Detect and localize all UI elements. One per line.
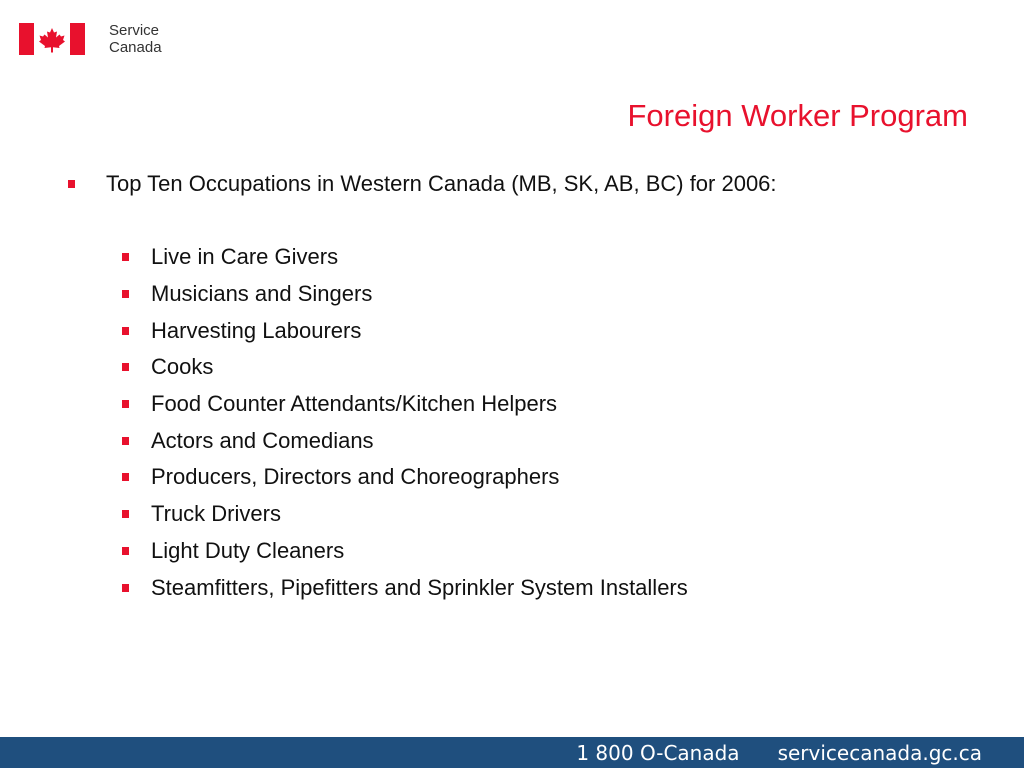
list-item (122, 569, 688, 606)
intro-bullet (68, 171, 777, 197)
list-item (122, 349, 688, 386)
occupation-label: Actors and Comedians (151, 427, 374, 453)
bullet-square-icon (122, 363, 129, 371)
bullet-square-icon (122, 290, 129, 298)
logo-line-service: Service (109, 22, 160, 39)
logo-line-canada: Canada (109, 39, 162, 56)
bullet-square-icon (122, 510, 129, 518)
list-item (122, 459, 688, 496)
occupation-list (122, 239, 688, 606)
canada-flag-icon (19, 23, 85, 55)
bullet-square-icon (122, 473, 129, 481)
bullet-square-icon (122, 253, 129, 261)
service-canada-logo (19, 22, 162, 56)
bullet-square-icon (122, 584, 129, 592)
occupation-label: Food Counter Attendants/Kitchen Helpers (151, 391, 558, 417)
list-item (122, 386, 688, 423)
occupation-label: Producers, Directors and Choreographers (151, 464, 560, 490)
list-item (122, 276, 688, 313)
occupation-label: Light Duty Cleaners (151, 537, 345, 563)
occupation-label: Cooks (151, 354, 214, 380)
occupation-label: Steamfitters, Pipefitters and Sprinkler System Installers (151, 574, 688, 600)
bullet-square-icon (68, 180, 75, 188)
footer-bar (0, 737, 1024, 768)
list-item (122, 496, 688, 533)
bullet-square-icon (122, 400, 129, 408)
list-item (122, 422, 688, 459)
list-item (122, 533, 688, 570)
intro-text: Top Ten Occupations in Western Canada (MB, SK, AB, BC) for 2006: (106, 171, 777, 196)
bullet-square-icon (122, 437, 129, 445)
occupation-label: Harvesting Labourers (151, 317, 362, 343)
occupation-label: Truck Drivers (151, 501, 281, 527)
footer-website: servicecanada.gc.ca (777, 740, 982, 765)
occupation-label: Live in Care Givers (151, 244, 339, 270)
bullet-square-icon (122, 327, 129, 335)
bullet-square-icon (122, 547, 129, 555)
slide-title: Foreign Worker Program (627, 98, 968, 133)
occupation-label: Musicians and Singers (151, 281, 373, 307)
list-item (122, 312, 688, 349)
footer-phone: 1 800 O-Canada (576, 740, 740, 765)
list-item (122, 239, 688, 276)
